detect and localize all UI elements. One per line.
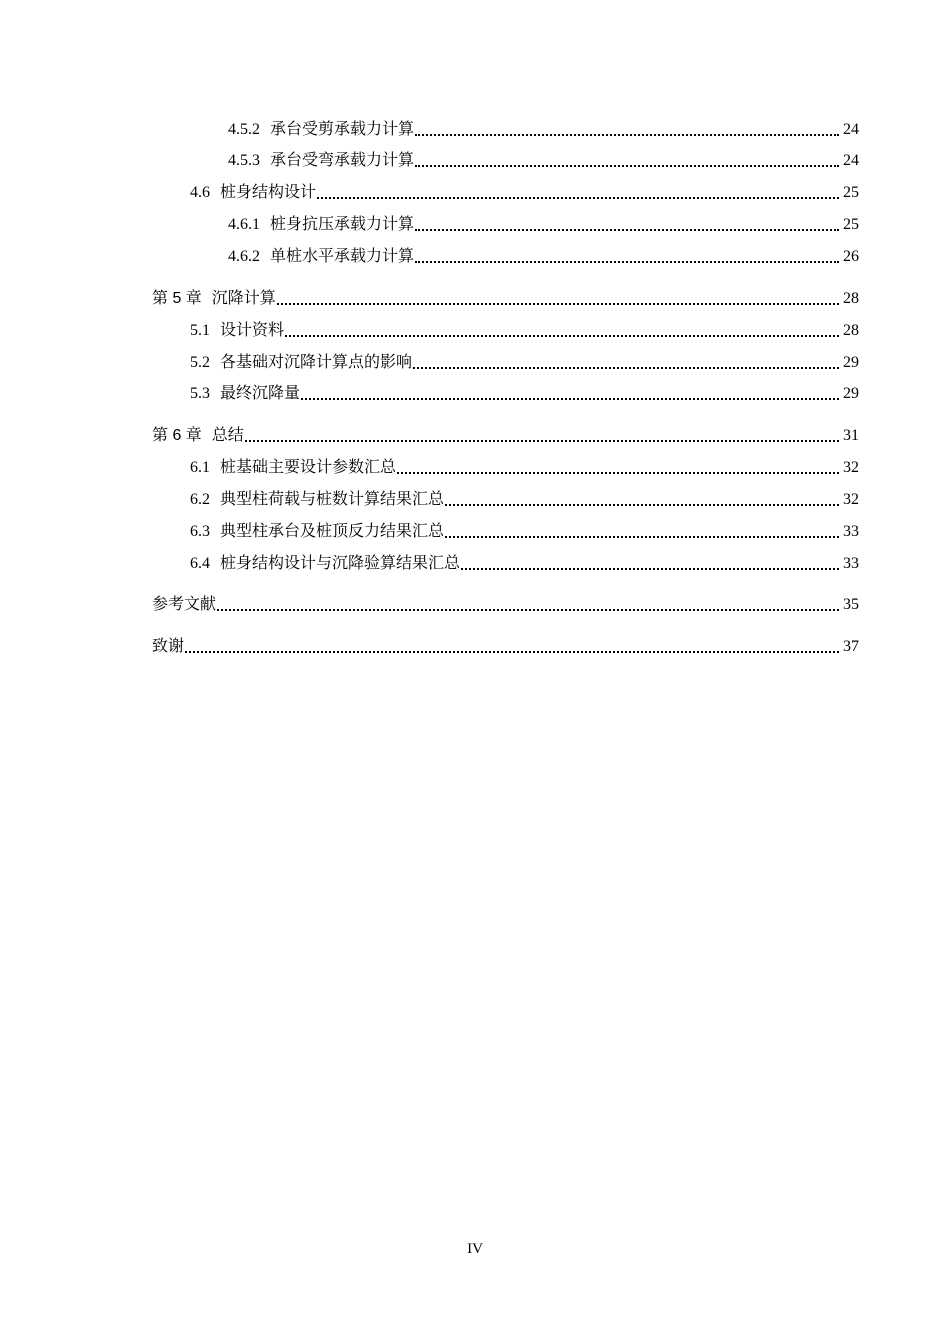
toc-entry-page: 24 — [843, 121, 859, 138]
toc-entry-title: 桩基础主要设计参数汇总 — [220, 459, 397, 476]
toc-leader-dots — [277, 303, 839, 305]
toc-entry-title: 典型柱承台及桩顶反力结果汇总 — [220, 523, 445, 540]
toc-entry-page: 26 — [843, 248, 859, 265]
toc-leader-dots — [245, 440, 839, 442]
toc-entry-number: 5.2 — [190, 354, 210, 371]
toc-leader-dots — [445, 504, 839, 506]
toc-entry-title: 桩身结构设计与沉降验算结果汇总 — [220, 555, 461, 572]
toc-entry-number: 第 5 章 — [152, 290, 202, 307]
toc-entry[interactable] — [190, 457, 859, 479]
toc-entry-page: 33 — [843, 555, 859, 572]
toc-leader-dots — [415, 229, 839, 231]
toc-entry-page: 28 — [843, 322, 859, 339]
toc-leader-dots — [415, 134, 839, 136]
toc-entry-title: 桩身结构设计 — [220, 184, 317, 201]
toc-entry-title: 承台受剪承载力计算 — [270, 121, 415, 138]
toc-entry[interactable] — [190, 383, 859, 405]
toc-entry-title: 致谢 — [152, 638, 185, 655]
toc-entry-number: 6.4 — [190, 555, 210, 572]
toc-entry[interactable] — [190, 352, 859, 374]
toc-entry-number: 4.6 — [190, 184, 210, 201]
page-footer-number: IV — [467, 1241, 483, 1257]
toc-entry[interactable] — [228, 150, 859, 172]
toc-leader-dots — [285, 335, 839, 337]
toc-entry-number: 5.3 — [190, 385, 210, 402]
toc-entry-chapter[interactable] — [152, 425, 859, 447]
toc-entry-page: 29 — [843, 354, 859, 371]
toc-entry-title: 桩身抗压承载力计算 — [270, 216, 415, 233]
toc-entry[interactable] — [190, 182, 859, 204]
toc-entry-number: 4.5.3 — [228, 152, 260, 169]
toc-entry[interactable] — [190, 489, 859, 511]
toc-entry-title: 设计资料 — [220, 322, 285, 339]
toc-entry-title: 总结 — [211, 427, 244, 444]
toc-entry-page: 31 — [843, 427, 859, 444]
toc-leader-dots — [301, 398, 839, 400]
toc-entry-page: 35 — [843, 596, 859, 613]
toc-entry-title: 最终沉降量 — [220, 385, 301, 402]
toc-entry-title: 承台受弯承载力计算 — [270, 152, 415, 169]
toc-entry-title: 沉降计算 — [211, 290, 276, 307]
toc-entry-number: 6.3 — [190, 523, 210, 540]
toc-entry[interactable] — [228, 246, 859, 268]
toc-entry[interactable] — [190, 521, 859, 543]
toc-entry-page: 32 — [843, 491, 859, 508]
toc-entry-page: 33 — [843, 523, 859, 540]
toc-entry[interactable] — [190, 320, 859, 342]
toc-entry-page: 28 — [843, 290, 859, 307]
toc-entry-title: 参考文献 — [152, 596, 217, 613]
toc-entry-number: 4.6.1 — [228, 216, 260, 233]
toc-entry-title: 单桩水平承载力计算 — [270, 248, 415, 265]
toc-leader-dots — [185, 651, 839, 653]
toc-entry-number: 第 6 章 — [152, 427, 202, 444]
toc-entry-acknowledgements[interactable] — [152, 636, 859, 658]
toc-leader-dots — [415, 261, 839, 263]
toc-entry[interactable] — [228, 119, 859, 141]
toc-entry-page: 29 — [843, 385, 859, 402]
toc-entry-number: 6.1 — [190, 459, 210, 476]
toc-leader-dots — [461, 568, 839, 570]
toc-leader-dots — [397, 472, 839, 474]
toc-entry[interactable] — [228, 214, 859, 236]
toc-entry-title: 典型柱荷载与桩数计算结果汇总 — [220, 491, 445, 508]
toc-leader-dots — [217, 609, 839, 611]
toc-entry-number: 4.5.2 — [228, 121, 260, 138]
toc-entry[interactable] — [190, 553, 859, 575]
toc-entry-chapter[interactable] — [152, 288, 859, 310]
toc-entry-number: 5.1 — [190, 322, 210, 339]
toc-leader-dots — [415, 165, 839, 167]
toc-leader-dots — [413, 367, 839, 369]
toc-leader-dots — [317, 197, 839, 199]
toc-entry-page: 32 — [843, 459, 859, 476]
toc-entry-number: 6.2 — [190, 491, 210, 508]
toc-entry-page: 25 — [843, 184, 859, 201]
toc-leader-dots — [445, 536, 839, 538]
toc-entry-title: 各基础对沉降计算点的影响 — [220, 354, 413, 371]
toc-entry-page: 37 — [843, 638, 859, 655]
toc-entry-page: 25 — [843, 216, 859, 233]
toc-entry-number: 4.6.2 — [228, 248, 260, 265]
toc-entry-page: 24 — [843, 152, 859, 169]
toc-entry-references[interactable] — [152, 594, 859, 616]
